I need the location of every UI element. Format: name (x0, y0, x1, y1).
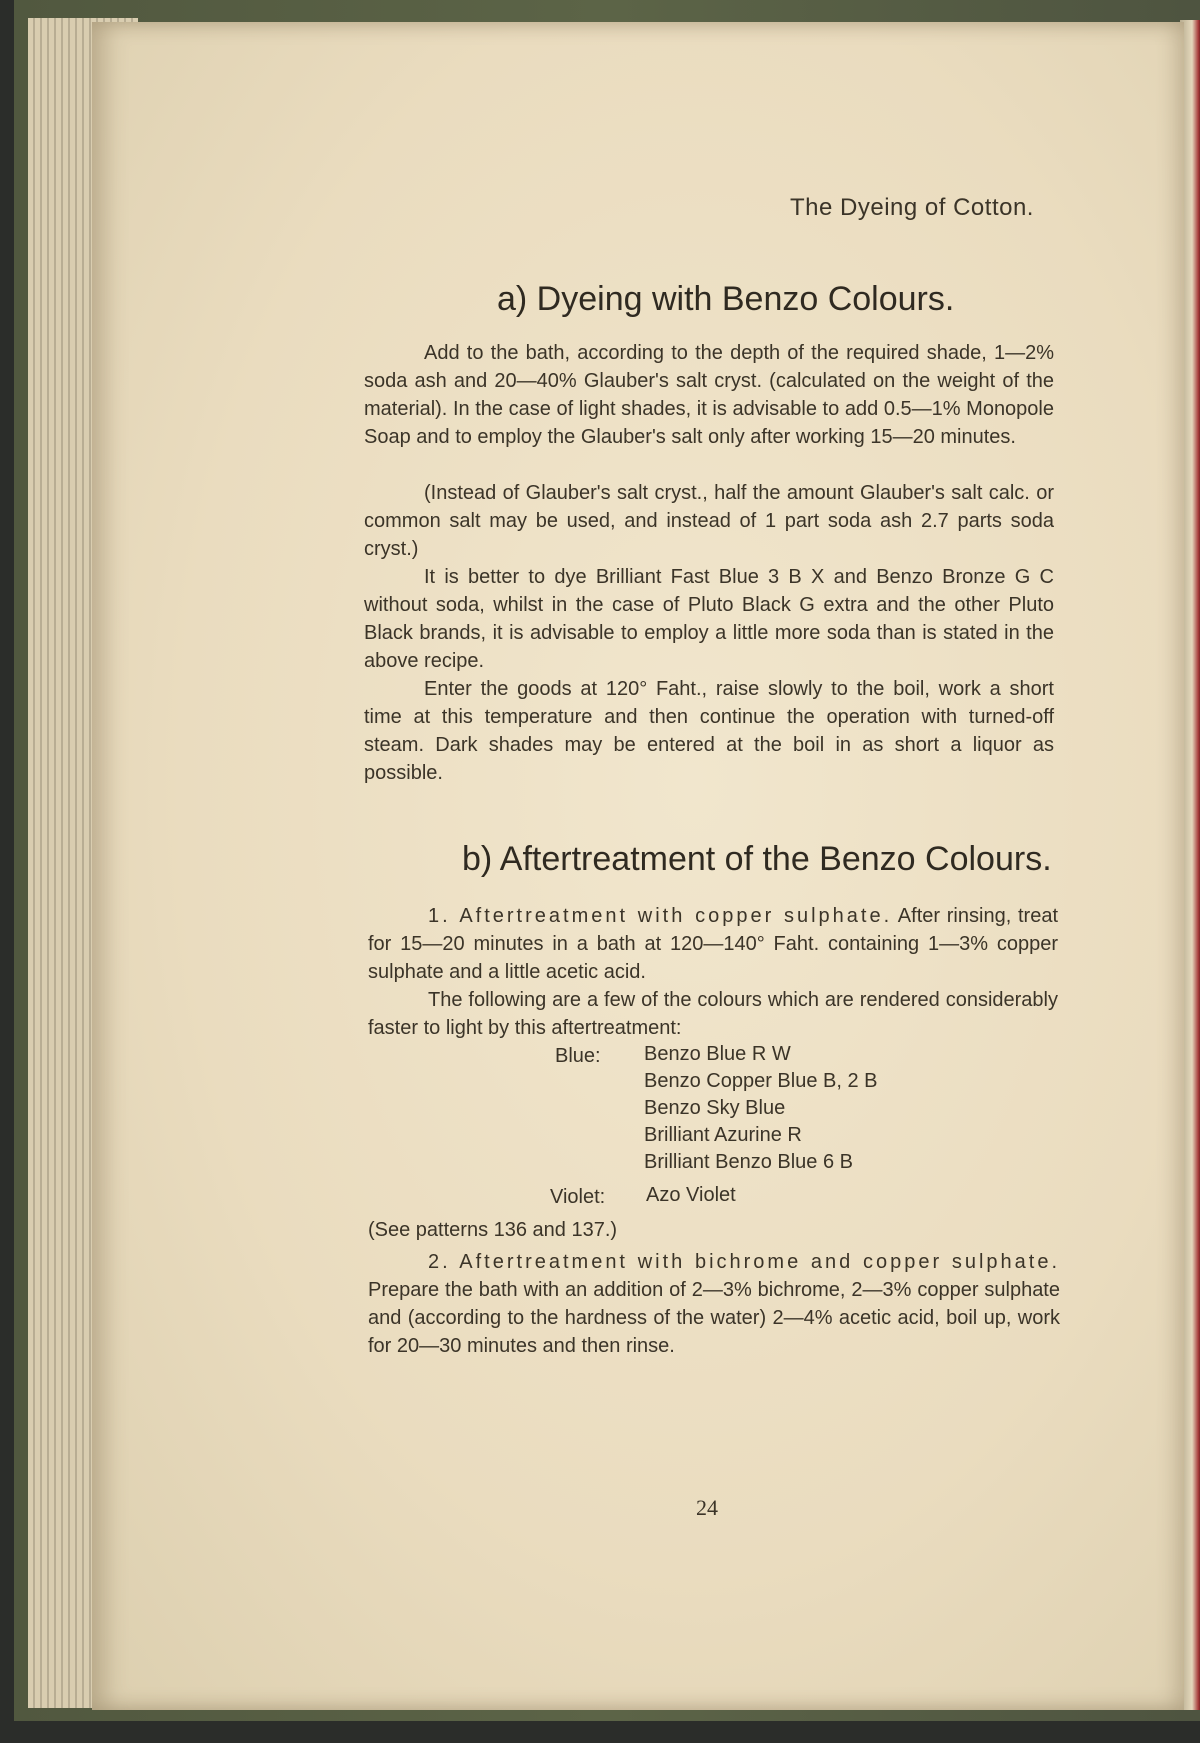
book-page (92, 22, 1184, 1710)
running-head: The Dyeing of Cotton. (790, 194, 1034, 221)
blue-colour-item: Brilliant Benzo Blue 6 B (644, 1151, 854, 1173)
violet-colour-item: Azo Violet (646, 1184, 736, 1206)
section-b-title: b) Aftertreatment of the Benzo Colours. (462, 840, 1052, 878)
section-a-paragraph-3: It is better to dye Brilliant Fast Blue 3 B X and Benzo Bronze G C without soda, whilst in the case of Pluto Black G extra and the other Pluto Black brands, it is advisable to employ a little more soda than is stated in the above recipe. (364, 566, 1054, 672)
item-1-heading: 1. Aftertreatment with copper sulphate. (428, 905, 893, 927)
section-b-item-1 (368, 902, 1058, 986)
item-2-text: Prepare the bath with an addition of 2—3% bichrome, 2—3% copper sulphate and (according to the hardness of the water) 2—4% acetic acid, boil up, work for 20—30 minutes and then rinse. (368, 1279, 1060, 1357)
blue-colour-item: Benzo Copper Blue B, 2 B (644, 1070, 878, 1092)
patterns-note: (See patterns 136 and 137.) (368, 1219, 618, 1241)
blue-colour-item: Brilliant Azurine R (644, 1124, 802, 1146)
section-a-paragraph-4: Enter the goods at 120° Faht., raise slowly to the boil, work a short time at this temperature and then continue the operation with turned-off steam. Dark shades may be entered at the boil in as short a liquor as possible. (364, 678, 1054, 784)
blue-colour-item: Benzo Blue R W (644, 1043, 791, 1065)
section-a-paragraph-2: (Instead of Glauber's salt cryst., half the amount Glauber's salt calc. or common salt may be used, and instead of 1 part soda ash 2.7 parts soda cryst.) (364, 482, 1054, 560)
blue-label: Blue: (555, 1045, 601, 1067)
section-b-intro: The following are a few of the colours which are rendered considerably faster to light by this aftertreatment: (368, 989, 1058, 1039)
section-a-paragraph-1: Add to the bath, according to the depth of the required shade, 1—2% soda ash and 20—40% Glauber's salt cryst. (calculated on the weight of the material). In the case of light shades, it is advisable to add 0.5—1% Monopole Soap and to employ the Glauber's salt only after working 15—20 minutes. (364, 342, 1054, 448)
item-2-heading: 2. Aftertreatment with bichrome and copper sulphate. (428, 1251, 1060, 1273)
violet-label: Violet: (550, 1186, 606, 1208)
section-a-title: a) Dyeing with Benzo Colours. (497, 280, 955, 318)
section-b-item-2 (368, 1248, 1060, 1360)
item-1-text: After rinsing, treat for 15—20 minutes in a bath at 120—140° Faht. containing 1—3% copper sulphate and a little acetic acid. (368, 905, 1059, 983)
blue-colour-item: Benzo Sky Blue (644, 1097, 786, 1119)
page-content (364, 22, 1152, 1743)
page-number: 24 (696, 1495, 718, 1520)
